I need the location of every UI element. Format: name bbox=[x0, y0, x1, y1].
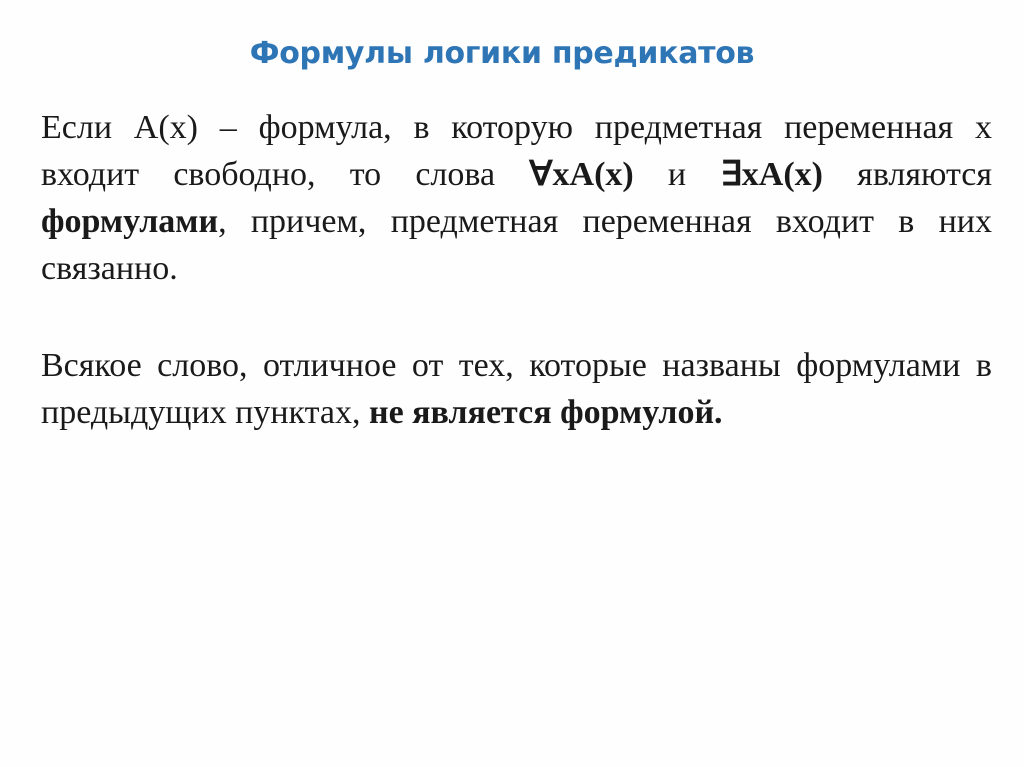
existential-quantifier-formula: ∃xA(x) bbox=[720, 156, 823, 193]
paragraph-free-and-bound-variables bbox=[41, 104, 992, 292]
universal-quantifier-formula: ∀xA(x) bbox=[529, 156, 634, 193]
emphasis-formulas: формулами bbox=[41, 203, 219, 240]
slide-title: Формулы логики предикатов bbox=[249, 36, 755, 71]
emphasis-not-a-formula: не является формулой. bbox=[368, 394, 723, 431]
paragraph-text: являются bbox=[823, 156, 992, 193]
paragraph-text: Если A(x) – формула, в которую предметная переменная x входит свободно, то слова bbox=[41, 109, 992, 193]
paragraph-text: и bbox=[633, 156, 721, 193]
paragraph-text: , причем, предметная переменная входит в них связанно. bbox=[41, 203, 992, 287]
paragraph-text: Всякое слово, отличное от тех, которые названы формулами в предыдущих пунктах, bbox=[41, 347, 992, 431]
paragraph-not-a-formula bbox=[41, 342, 992, 436]
